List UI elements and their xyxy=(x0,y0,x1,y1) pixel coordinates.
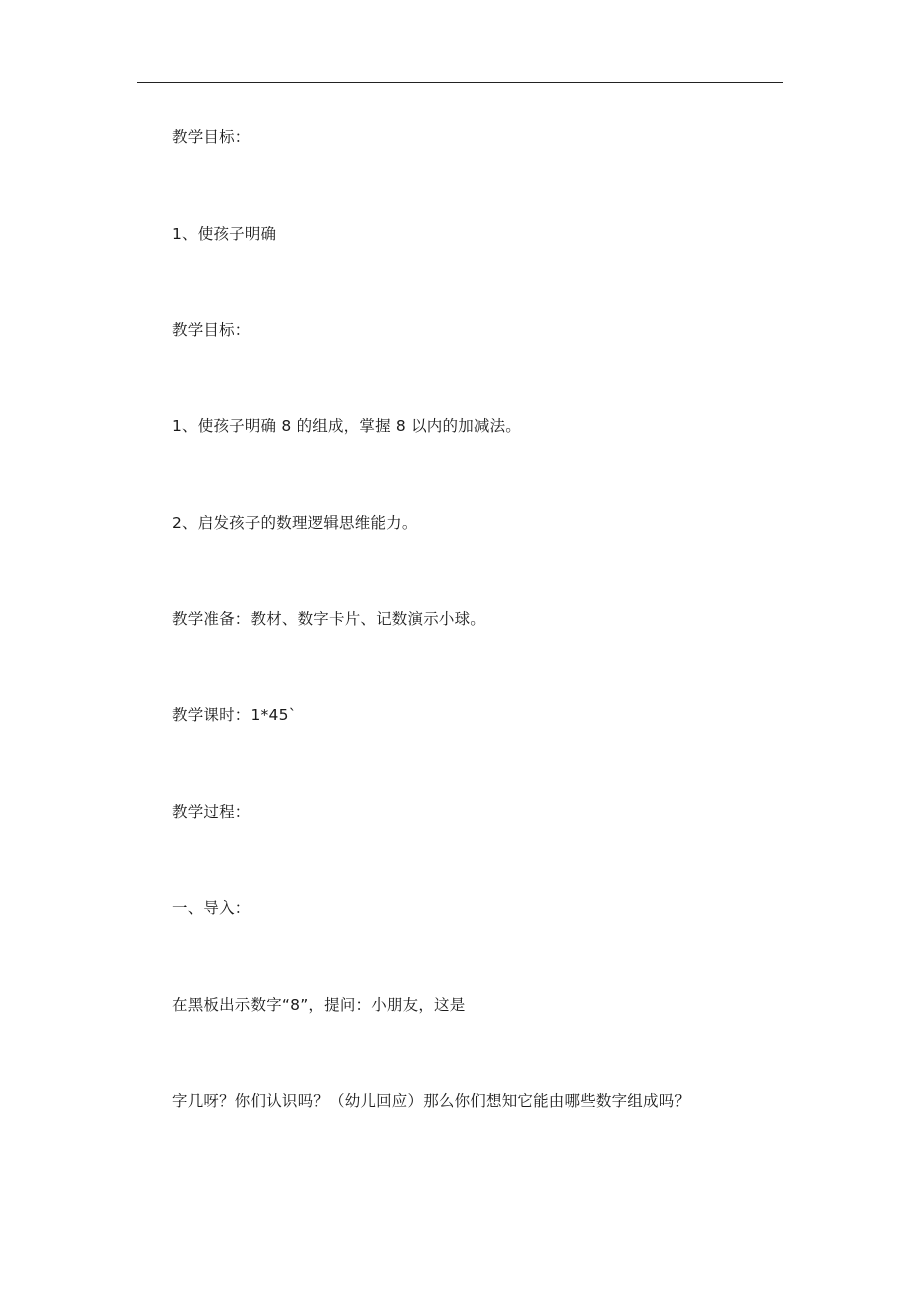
subsection-heading-intro: 一、导入： xyxy=(172,899,251,917)
goal-item-1: 1、使孩子明确 8 的组成，掌握 8 以内的加减法。 xyxy=(172,417,521,435)
header-rule xyxy=(137,82,783,83)
goal-item-2: 2、启发孩子的数理逻辑思维能力。 xyxy=(172,514,418,532)
teaching-preparation: 教学准备：教材、数字卡片、记数演示小球。 xyxy=(172,610,487,628)
section-heading-goals: 教学目标： xyxy=(172,321,251,339)
teaching-hours: 教学课时：1*45` xyxy=(172,706,297,724)
paragraph-line: 字几呀？你们认识吗？（幼儿回应）那么你们想知它能由哪些数字组成吗？ xyxy=(172,1092,691,1110)
paragraph-line: 1、使孩子明确 xyxy=(172,225,277,243)
section-heading-goals: 教学目标： xyxy=(172,128,251,146)
paragraph-line: 在黑板出示数字“8”，提问：小朋友，这是 xyxy=(172,996,466,1014)
section-heading-process: 教学过程： xyxy=(172,803,251,821)
